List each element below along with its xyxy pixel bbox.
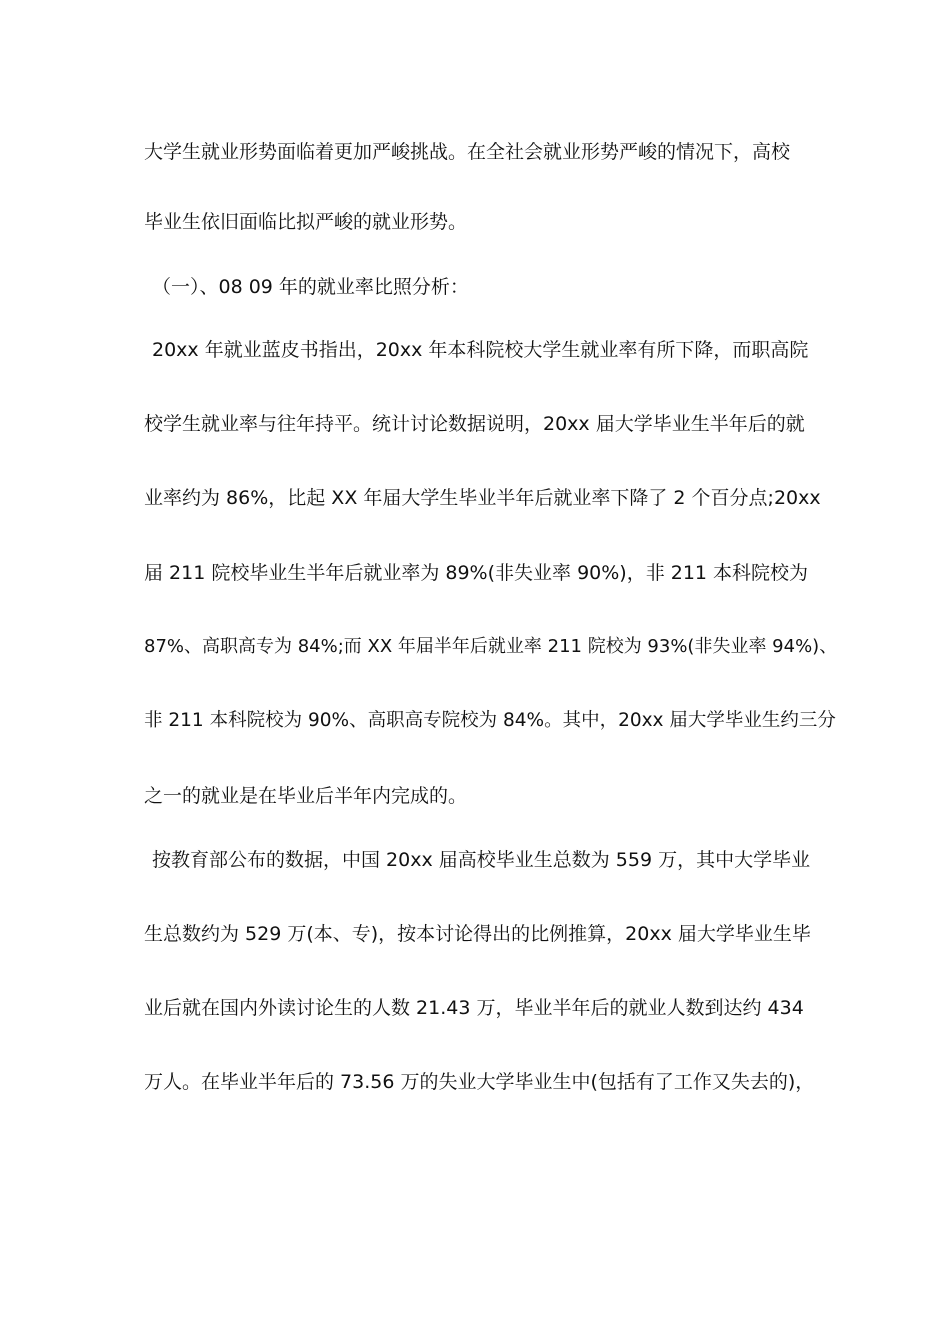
- paragraph-line: 按教育部公布的数据，中国 20xx 届高校毕业生总数为 559 万，其中大学毕业: [152, 849, 811, 871]
- paragraph-line: 20xx 年就业蓝皮书指出，20xx 年本科院校大学生就业率有所下降，而职高院: [152, 339, 809, 361]
- paragraph-line: 大学生就业形势面临着更加严峻挑战。在全社会就业形势严峻的情况下，高校: [144, 141, 791, 163]
- paragraph-line: 生总数约为 529 万(本、专)，按本讨论得出的比例推算，20xx 届大学毕业生毕: [144, 923, 811, 945]
- paragraph-line: 届 211 院校毕业生半年后就业率为 89%(非失业率 90%)，非 211 本科院校为: [144, 562, 809, 584]
- paragraph-line: 之一的就业是在毕业后半年内完成的。: [144, 785, 468, 807]
- paragraph-line: 业率约为 86%，比起 XX 年届大学生毕业半年后就业率下降了 2 个百分点;20xx: [144, 487, 821, 509]
- paragraph-line: 87%、高职高专为 84%;而 XX 年届半年后就业率 211 院校为 93%(非失业率 94%)、: [144, 636, 838, 657]
- paragraph-line: 业后就在国内外读讨论生的人数 21.43 万，毕业半年后的就业人数到达约 434: [144, 997, 804, 1019]
- paragraph-line: 校学生就业率与往年持平。统计讨论数据说明，20xx 届大学毕业生半年后的就: [144, 413, 805, 435]
- section-heading: （一）、08 09 年的就业率比照分析：: [152, 276, 469, 298]
- paragraph-line: 万人。在毕业半年后的 73.56 万的失业大学毕业生中(包括有了工作又失去的)，: [144, 1071, 815, 1093]
- paragraph-line: 非 211 本科院校为 90%、高职高专院校为 84%。其中，20xx 届大学毕业生约三分: [144, 710, 836, 731]
- paragraph-line: 毕业生依旧面临比拟严峻的就业形势。: [144, 211, 468, 233]
